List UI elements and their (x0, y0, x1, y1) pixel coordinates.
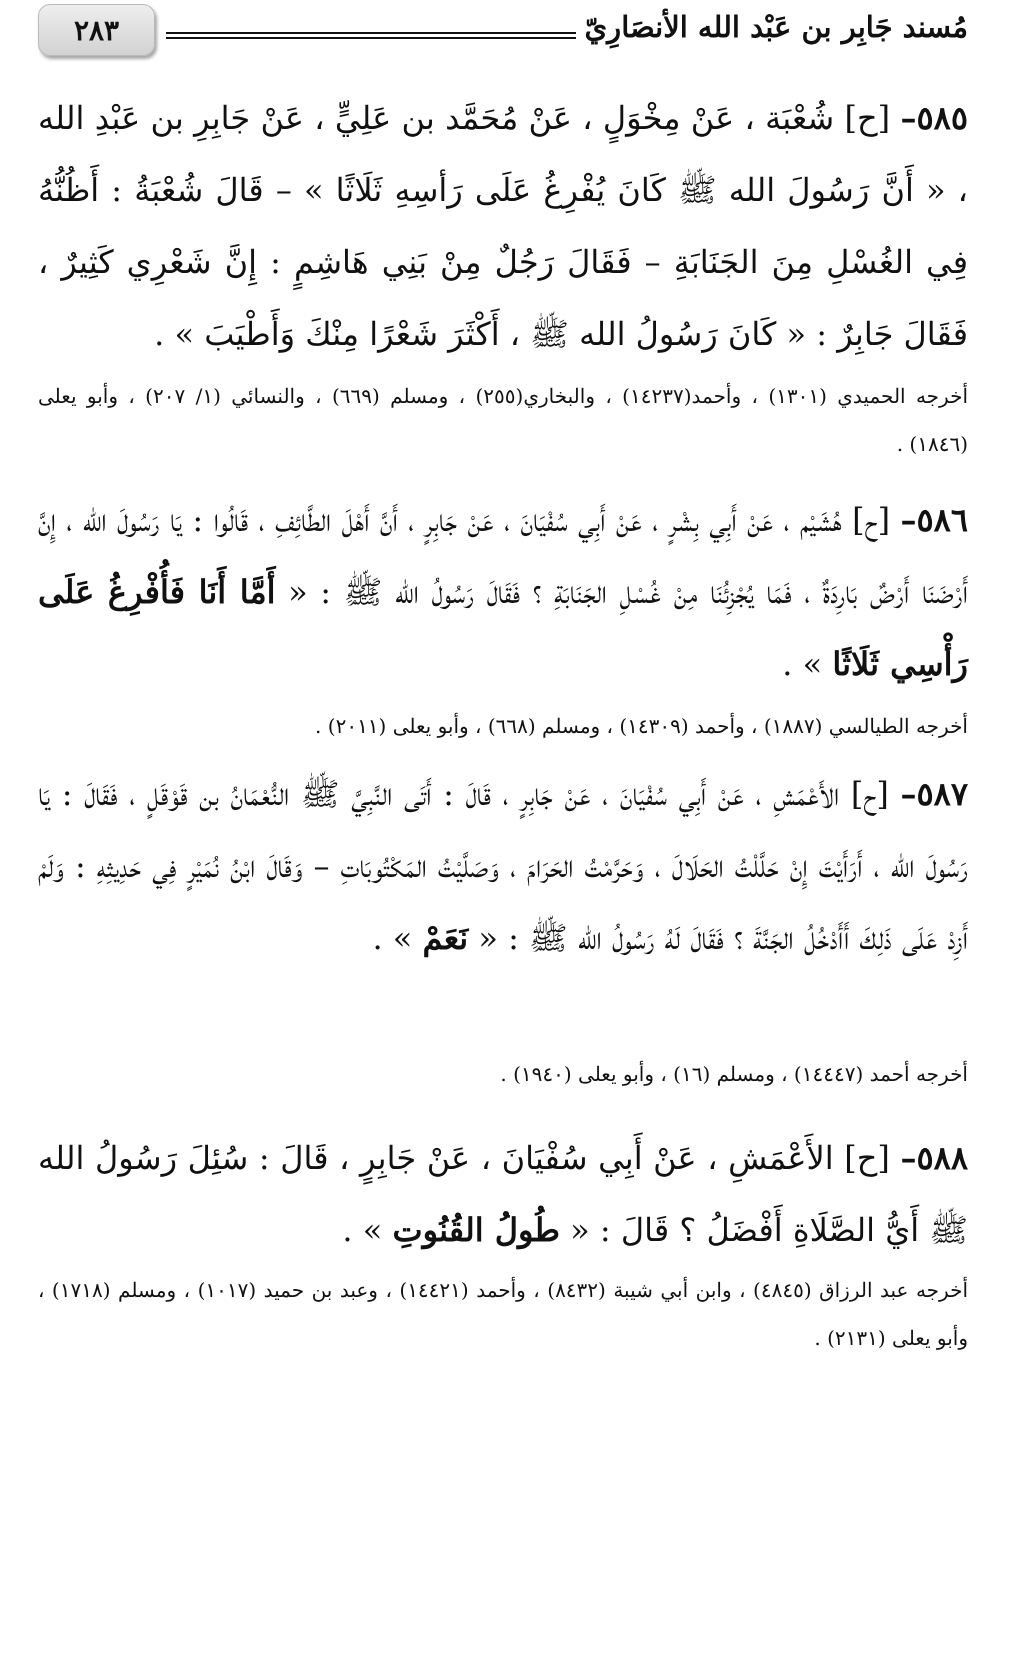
hadith-number: ٥٨٧– (900, 775, 969, 813)
hadith-text: [ح] الأَعْمَشِ ، عَنْ أَبِي سُفْيَانَ ، عَنْ جَابِرٍ ، قَالَ : سُئِلَ رَسُولُ الله ﷺ أَيُّ الصَّلَاةِ أَفْضَلُ ؟ قَالَ : « (38, 1139, 968, 1249)
running-header (38, 0, 968, 64)
hadith-text-end: » . (342, 1211, 393, 1249)
takhrij-note: أخرجه أحمد (١٤٤٤٧) ، ومسلم (١٦) ، وأبو يعلى (١٩٤٠) . (500, 1062, 968, 1086)
takhrij-note: أخرجه عبد الرزاق (٤٨٤٥) ، وابن أبي شيبة (٨٤٣٢) ، وأحمد (١٤٤٢١) ، وعبد بن حميد (١٠١٧) ، ومسلم (١٧١٨) ، وأبو يعلى (٢١٣١) . (38, 1278, 968, 1350)
page-number: ٢٨٣ (73, 13, 120, 47)
hadith-text: [ح] هُشَيْم ، عَنْ أَبِي بِشْرٍ ، عَنْ أَبِي سُفْيَانَ ، عَنْ جَابِرٍ ، أَنَّ أَهْلَ الطَّائِفِ ، قَالُوا : يَا رَسُولَ الله ، إِنَّ أَرْضَنَا أَرْضٌ بَارِدَةٌ ، فَمَا يُجْزِئُنَا مِنْ غُسْلِ الجَنَابَةِ ؟ فَقَالَ رَسُولُ الله ﷺ : « (38, 501, 969, 611)
hadith-text-end: » . (372, 919, 423, 957)
book-page (38, 0, 968, 1657)
hadith-entry (38, 484, 968, 700)
takhrij-note: أخرجه الحميدي (١٣٠١) ، وأحمد(١٤٢٣٧) ، والبخاري(٢٥٥) ، ومسلم (٦٦٩) ، والنسائي (١/ ٢٠٧) ، وأبو يعلى (١٨٤٦) . (38, 384, 968, 456)
header-rule (166, 32, 576, 39)
hadith-text: [ح] الأَعْمَشِ ، عَنْ أَبِي سُفْيَانَ ، عَنْ جَابِرٍ ، قَالَ : أَتَى النَّبِيَّ ﷺ النُّعْمَانُ بن قَوْقَلٍ ، فَقَالَ : يَا رَسُولَ الله ، أَرَأَيْتَ إِنْ حَلَّلْتُ الحَلَالَ ، وَحَرَّمْتُ الحَرَامَ ، وَصَلَّيْتُ المَكْتُوبَاتِ – وَقَالَ ابْنُ نُمَيْرٍ فِي حَدِيثِهِ : وَلَمْ أَزِدْ عَلَى ذَلِكَ أَأَدْخُلُ الجَنَّةَ ؟ فَقَالَ لَهُ رَسُولُ الله ﷺ : « (38, 775, 968, 957)
hadith-number: ٥٨٦– (900, 501, 969, 539)
header-title: مُسند جَابِر بن عَبْد الله الأنصَارِيّ (584, 10, 968, 44)
hadith-text-end: » . (782, 645, 833, 683)
prophetic-saying: طُولُ القُنُوتِ (392, 1211, 560, 1249)
hadith-entry (38, 82, 968, 370)
hadith-entry (38, 1122, 968, 1266)
hadith-entry (38, 758, 968, 974)
prophetic-saying: أَمَّا أَنَا فَأُفْرِغُ عَلَى رَأْسِي ثَلَاثًا (38, 573, 968, 683)
hadith-number: ٥٨٥– (900, 99, 969, 137)
prophetic-saying: نَعَمْ (422, 919, 469, 957)
takhrij-note: أخرجه الطيالسي (١٨٨٧) ، وأحمد (١٤٣٠٩) ، ومسلم (٦٦٨) ، وأبو يعلى (٢٠١١) . (315, 714, 968, 738)
hadith-text: [ح] شُعْبَة ، عَنْ مِخْوَلٍ ، عَنْ مُحَمَّد بن عَلِيٍّ ، عَنْ جَابِرِ بن عَبْدِ الله ، « أَنَّ رَسُولَ الله ﷺ كَانَ يُفْرِغُ عَلَى رَأسِهِ ثَلَاثًا » – قَالَ شُعْبَةُ : أَظُنُّهُ فِي الغُسْلِ مِنَ الجَنَابَةِ – فَقَالَ رَجُلٌ مِنْ بَنِي هَاشِمٍ : إِنَّ شَعْرِي كَثِيرٌ ، فَقَالَ جَابِرٌ : « كَانَ رَسُولُ الله ﷺ ، أَكْثَرَ شَعْرًا مِنْكَ وَأَطْيَبَ » . (38, 99, 968, 353)
page-number-badge (38, 4, 155, 56)
hadith-number: ٥٨٨– (900, 1139, 969, 1177)
